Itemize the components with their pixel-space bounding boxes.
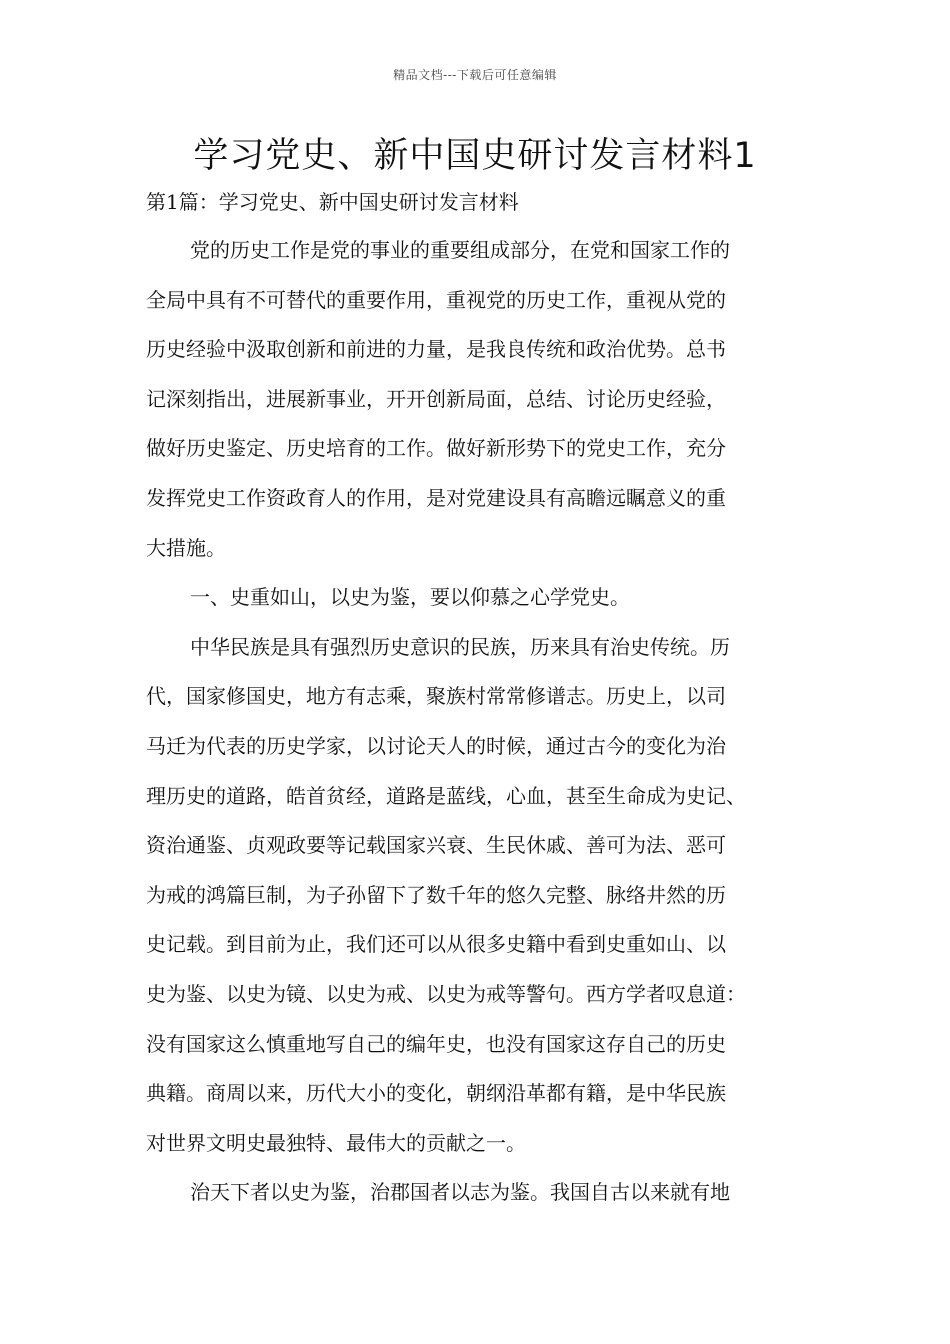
- body-line: 史记载。到目前为止，我们还可以从很多史籍中看到史重如山、以: [146, 932, 726, 957]
- body-line: 中华民族是具有强烈历史意识的民族，历来具有治史传统。历: [190, 634, 730, 659]
- body-line: 马迁为代表的历史学家，以讨论天人的时候，通过古今的变化为治: [146, 733, 726, 758]
- body-line: 做好历史鉴定、历史培育的工作。做好新形势下的党史工作，充分: [146, 436, 726, 461]
- section-subtitle: 第1篇：学习党史、新中国史研讨发言材料: [146, 190, 519, 214]
- body-line: 大措施。: [146, 535, 226, 560]
- body-line: 典籍。商周以来，历代大小的变化，朝纲沿革都有籍，是中华民族: [146, 1081, 726, 1106]
- body-line: 治天下者以史为鉴，治郡国者以志为鉴。我国自古以来就有地: [190, 1180, 730, 1205]
- document-body: [146, 226, 808, 1218]
- body-line: 史为鉴、以史为镜、以史为戒、以史为戒等警句。西方学者叹息道：: [146, 981, 746, 1006]
- body-line: 党的历史工作是党的事业的重要组成部分，在党和国家工作的: [190, 238, 730, 262]
- document-title: 学习党史、新中国史研讨发言材料1: [193, 136, 757, 176]
- body-line: 资治通鉴、贞观政要等记载国家兴衰、生民休戚、善可为法、恶可: [146, 833, 726, 858]
- body-line: 发挥党史工作资政育人的作用，是对党建设具有高瞻远瞩意义的重: [146, 485, 726, 510]
- body-line: 记深刻指出，进展新事业，开开创新局面，总结、讨论历史经验，: [146, 386, 726, 411]
- section-heading: 一、史重如山，以史为鉴，要以仰慕之心学党史。: [190, 585, 630, 610]
- body-line: 历史经验中汲取创新和前进的力量，是我良传统和政治优势。总书: [146, 337, 726, 362]
- body-line: 理历史的道路，皓首贫经，道路是蓝线，心血，甚至生命成为史记、: [146, 783, 746, 808]
- page-header: 精品文档---下载后可任意编辑: [393, 68, 557, 82]
- body-line: 全局中具有不可替代的重要作用，重视党的历史工作，重视从党的: [146, 287, 726, 312]
- body-line: 没有国家这么慎重地写自己的编年史，也没有国家这存自己的历史: [146, 1031, 726, 1056]
- body-line: 代，国家修国史，地方有志乘，聚族村常常修谱志。历史上，以司: [146, 684, 726, 709]
- body-line: 对世界文明史最独特、最伟大的贡献之一。: [146, 1130, 526, 1155]
- body-line: 为戒的鸿篇巨制，为子孙留下了数千年的悠久完整、脉络井然的历: [146, 882, 726, 907]
